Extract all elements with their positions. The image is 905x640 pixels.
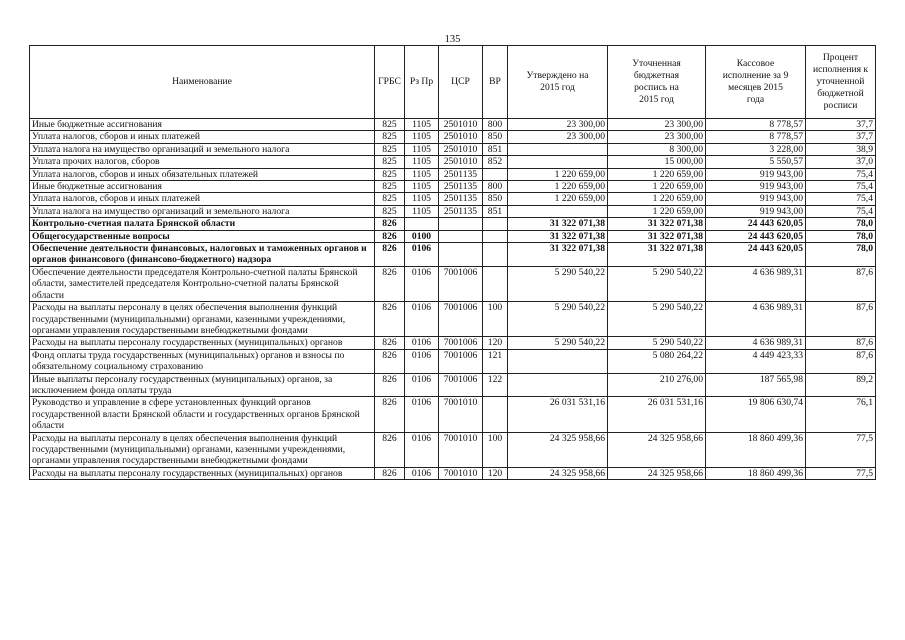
cell-cash: 4 636 989,31 [706,266,806,301]
cell-grbs: 825 [375,119,405,131]
cell-vr: 121 [483,349,508,373]
cell-rzpr: 0106 [405,266,439,301]
cell-approved: 1 220 659,00 [508,181,608,193]
header-percent: Процент исполнения к уточненной бюджетной росписи [806,46,876,119]
cell-refined: 23 300,00 [608,119,706,131]
cell-vr: 100 [483,432,508,467]
table-row [30,119,876,131]
cell-vr [483,168,508,180]
cell-name: Расходы на выплаты персоналу государственных (муниципальных) органов [30,467,375,479]
cell-rzpr: 1105 [405,193,439,205]
cell-approved: 1 220 659,00 [508,168,608,180]
cell-cash: 24 443 620,05 [706,243,806,267]
cell-cash: 919 943,00 [706,168,806,180]
cell-cash: 24 443 620,05 [706,230,806,242]
cell-rzpr: 1105 [405,143,439,155]
table-row [30,373,876,397]
table-row [30,397,876,432]
cell-grbs: 825 [375,168,405,180]
cell-refined: 5 080 264,22 [608,349,706,373]
cell-approved: 31 322 071,38 [508,243,608,267]
cell-refined: 1 220 659,00 [608,205,706,217]
cell-rzpr: 1105 [405,119,439,131]
cell-approved: 24 325 958,66 [508,432,608,467]
cell-approved: 23 300,00 [508,131,608,143]
cell-csr: 2501010 [439,156,483,168]
cell-csr: 7001010 [439,467,483,479]
cell-rzpr: 0106 [405,349,439,373]
cell-refined: 15 000,00 [608,156,706,168]
cell-grbs: 826 [375,432,405,467]
cell-vr: 120 [483,467,508,479]
cell-cash: 3 228,00 [706,143,806,155]
cell-approved: 5 290 540,22 [508,266,608,301]
cell-percent: 87,6 [806,266,876,301]
cell-percent: 37,0 [806,156,876,168]
cell-name: Уплата налога на имущество организаций и земельного налога [30,143,375,155]
cell-approved: 24 325 958,66 [508,467,608,479]
table-row [30,205,876,217]
cell-cash: 5 550,57 [706,156,806,168]
cell-grbs: 826 [375,337,405,349]
cell-rzpr: 1105 [405,131,439,143]
header-cash: Кассовое исполнение за 9 месяцев 2015 года [706,46,806,119]
table-row [30,168,876,180]
header-name: Наименование [30,46,375,119]
cell-refined: 31 322 071,38 [608,243,706,267]
cell-vr: 850 [483,193,508,205]
cell-percent: 76,1 [806,397,876,432]
cell-vr: 120 [483,337,508,349]
cell-rzpr: 1105 [405,205,439,217]
cell-refined: 8 300,00 [608,143,706,155]
cell-grbs: 825 [375,143,405,155]
table-row [30,218,876,230]
table-row [30,243,876,267]
table-header-row [30,46,876,119]
cell-name: Расходы на выплаты персоналу государственных (муниципальных) органов [30,337,375,349]
cell-grbs: 826 [375,302,405,337]
cell-refined: 23 300,00 [608,131,706,143]
cell-name: Уплата налога на имущество организаций и земельного налога [30,205,375,217]
cell-vr: 800 [483,181,508,193]
cell-name: Уплата налогов, сборов и иных платежей [30,131,375,143]
header-refined: Уточненная бюджетная роспись на 2015 год [608,46,706,119]
table-row [30,349,876,373]
cell-name: Руководство и управление в сфере установленных функций органов государственной власти Брянской области и государственных органов Брянской области [30,397,375,432]
cell-name: Уплата прочих налогов, сборов [30,156,375,168]
cell-vr [483,266,508,301]
header-csr: ЦСР [439,46,483,119]
cell-vr: 800 [483,119,508,131]
cell-csr: 2501135 [439,205,483,217]
cell-percent: 87,6 [806,337,876,349]
cell-csr: 2501010 [439,143,483,155]
cell-approved [508,205,608,217]
cell-approved: 31 322 071,38 [508,230,608,242]
cell-vr [483,243,508,267]
cell-percent: 89,2 [806,373,876,397]
header-grbs: ГРБС [375,46,405,119]
cell-refined: 5 290 540,22 [608,337,706,349]
cell-approved [508,349,608,373]
cell-percent: 87,6 [806,349,876,373]
cell-csr: 7001006 [439,266,483,301]
cell-name: Иные бюджетные ассигнования [30,119,375,131]
cell-percent: 38,9 [806,143,876,155]
cell-csr: 7001006 [439,349,483,373]
table-row [30,467,876,479]
cell-vr [483,230,508,242]
cell-name: Уплата налогов, сборов и иных обязательных платежей [30,168,375,180]
cell-refined: 24 325 958,66 [608,432,706,467]
cell-percent: 78,0 [806,230,876,242]
cell-csr: 2501135 [439,181,483,193]
cell-cash: 24 443 620,05 [706,218,806,230]
cell-refined: 210 276,00 [608,373,706,397]
cell-name: Уплата налогов, сборов и иных платежей [30,193,375,205]
table-row [30,193,876,205]
cell-refined: 1 220 659,00 [608,193,706,205]
cell-name: Иные бюджетные ассигнования [30,181,375,193]
cell-csr: 7001006 [439,373,483,397]
cell-cash: 4 636 989,31 [706,337,806,349]
cell-percent: 78,0 [806,218,876,230]
cell-grbs: 825 [375,156,405,168]
cell-approved: 23 300,00 [508,119,608,131]
cell-percent: 75,4 [806,168,876,180]
cell-rzpr: 0106 [405,337,439,349]
cell-cash: 919 943,00 [706,181,806,193]
table-row [30,156,876,168]
header-approved: Утверждено на 2015 год [508,46,608,119]
cell-percent: 87,6 [806,302,876,337]
cell-cash: 8 778,57 [706,119,806,131]
cell-csr: 7001006 [439,337,483,349]
cell-grbs: 826 [375,230,405,242]
cell-rzpr: 1105 [405,156,439,168]
page-number: 135 [444,34,461,45]
cell-refined: 5 290 540,22 [608,266,706,301]
cell-grbs: 825 [375,205,405,217]
cell-refined: 26 031 531,16 [608,397,706,432]
table-row [30,181,876,193]
cell-rzpr: 0106 [405,432,439,467]
cell-grbs: 826 [375,349,405,373]
cell-vr: 851 [483,205,508,217]
cell-vr [483,218,508,230]
cell-refined: 1 220 659,00 [608,181,706,193]
table-row [30,230,876,242]
cell-csr: 7001010 [439,397,483,432]
header-vr: ВР [483,46,508,119]
cell-name: Расходы на выплаты персоналу в целях обеспечения выполнения функций государственными (муниципальными) органами, казенными учреждениями, органами управления государственными внебюджетными фондами [30,432,375,467]
cell-csr [439,230,483,242]
cell-vr: 850 [483,131,508,143]
cell-name: Расходы на выплаты персоналу в целях обеспечения выполнения функций государственными (муниципальными) органами, казенными учреждениями, органами управления государственными внебюджетными фондами [30,302,375,337]
header-rzpr: Рз Пр [405,46,439,119]
cell-cash: 4 449 423,33 [706,349,806,373]
cell-refined: 24 325 958,66 [608,467,706,479]
cell-grbs: 826 [375,218,405,230]
cell-grbs: 825 [375,181,405,193]
cell-vr: 851 [483,143,508,155]
cell-rzpr: 0106 [405,243,439,267]
table-row [30,432,876,467]
cell-approved: 5 290 540,22 [508,337,608,349]
cell-refined: 31 322 071,38 [608,230,706,242]
cell-rzpr: 0106 [405,302,439,337]
cell-percent: 77,5 [806,432,876,467]
cell-refined: 31 322 071,38 [608,218,706,230]
cell-percent: 37,7 [806,119,876,131]
cell-cash: 4 636 989,31 [706,302,806,337]
cell-cash: 18 860 499,36 [706,432,806,467]
cell-approved [508,156,608,168]
cell-csr: 2501135 [439,193,483,205]
cell-rzpr: 1105 [405,181,439,193]
cell-vr: 100 [483,302,508,337]
cell-rzpr [405,218,439,230]
cell-approved [508,373,608,397]
cell-vr: 122 [483,373,508,397]
cell-refined: 5 290 540,22 [608,302,706,337]
cell-name: Общегосударственные вопросы [30,230,375,242]
cell-csr [439,243,483,267]
cell-vr: 852 [483,156,508,168]
cell-grbs: 826 [375,266,405,301]
cell-cash: 8 778,57 [706,131,806,143]
cell-name: Контрольно-счетная палата Брянской области [30,218,375,230]
cell-percent: 75,4 [806,205,876,217]
cell-refined: 1 220 659,00 [608,168,706,180]
budget-table [29,45,876,480]
cell-csr: 7001006 [439,302,483,337]
cell-csr: 2501010 [439,119,483,131]
cell-csr [439,218,483,230]
cell-csr: 2501135 [439,168,483,180]
cell-grbs: 826 [375,373,405,397]
cell-cash: 919 943,00 [706,205,806,217]
cell-percent: 75,4 [806,181,876,193]
cell-percent: 37,7 [806,131,876,143]
cell-grbs: 826 [375,397,405,432]
table-row [30,337,876,349]
cell-percent: 77,5 [806,467,876,479]
cell-rzpr: 0106 [405,373,439,397]
cell-cash: 919 943,00 [706,193,806,205]
cell-cash: 18 860 499,36 [706,467,806,479]
cell-name: Обеспечение деятельности председателя Контрольно-счетной палаты Брянской области, заместителей председателя Контрольно-счетной палаты Брянской области [30,266,375,301]
cell-approved: 5 290 540,22 [508,302,608,337]
cell-grbs: 826 [375,467,405,479]
cell-vr [483,397,508,432]
cell-name: Обеспечение деятельности финансовых, налоговых и таможенных органов и органов финансового (финансово-бюджетного) надзора [30,243,375,267]
cell-rzpr: 0106 [405,467,439,479]
cell-approved [508,143,608,155]
cell-rzpr: 1105 [405,168,439,180]
table-row [30,266,876,301]
table-row [30,143,876,155]
cell-percent: 75,4 [806,193,876,205]
cell-grbs: 825 [375,193,405,205]
cell-rzpr: 0100 [405,230,439,242]
table-row [30,302,876,337]
cell-percent: 78,0 [806,243,876,267]
cell-approved: 26 031 531,16 [508,397,608,432]
table-row [30,131,876,143]
cell-name: Фонд оплаты труда государственных (муниципальных) органов и взносы по обязательному социальному страхованию [30,349,375,373]
cell-csr: 2501010 [439,131,483,143]
cell-approved: 31 322 071,38 [508,218,608,230]
cell-name: Иные выплаты персоналу государственных (муниципальных) органов, за исключением фонда оплаты труда [30,373,375,397]
cell-csr: 7001010 [439,432,483,467]
cell-grbs: 826 [375,243,405,267]
cell-cash: 187 565,98 [706,373,806,397]
cell-grbs: 825 [375,131,405,143]
cell-rzpr: 0106 [405,397,439,432]
cell-cash: 19 806 630,74 [706,397,806,432]
cell-approved: 1 220 659,00 [508,193,608,205]
